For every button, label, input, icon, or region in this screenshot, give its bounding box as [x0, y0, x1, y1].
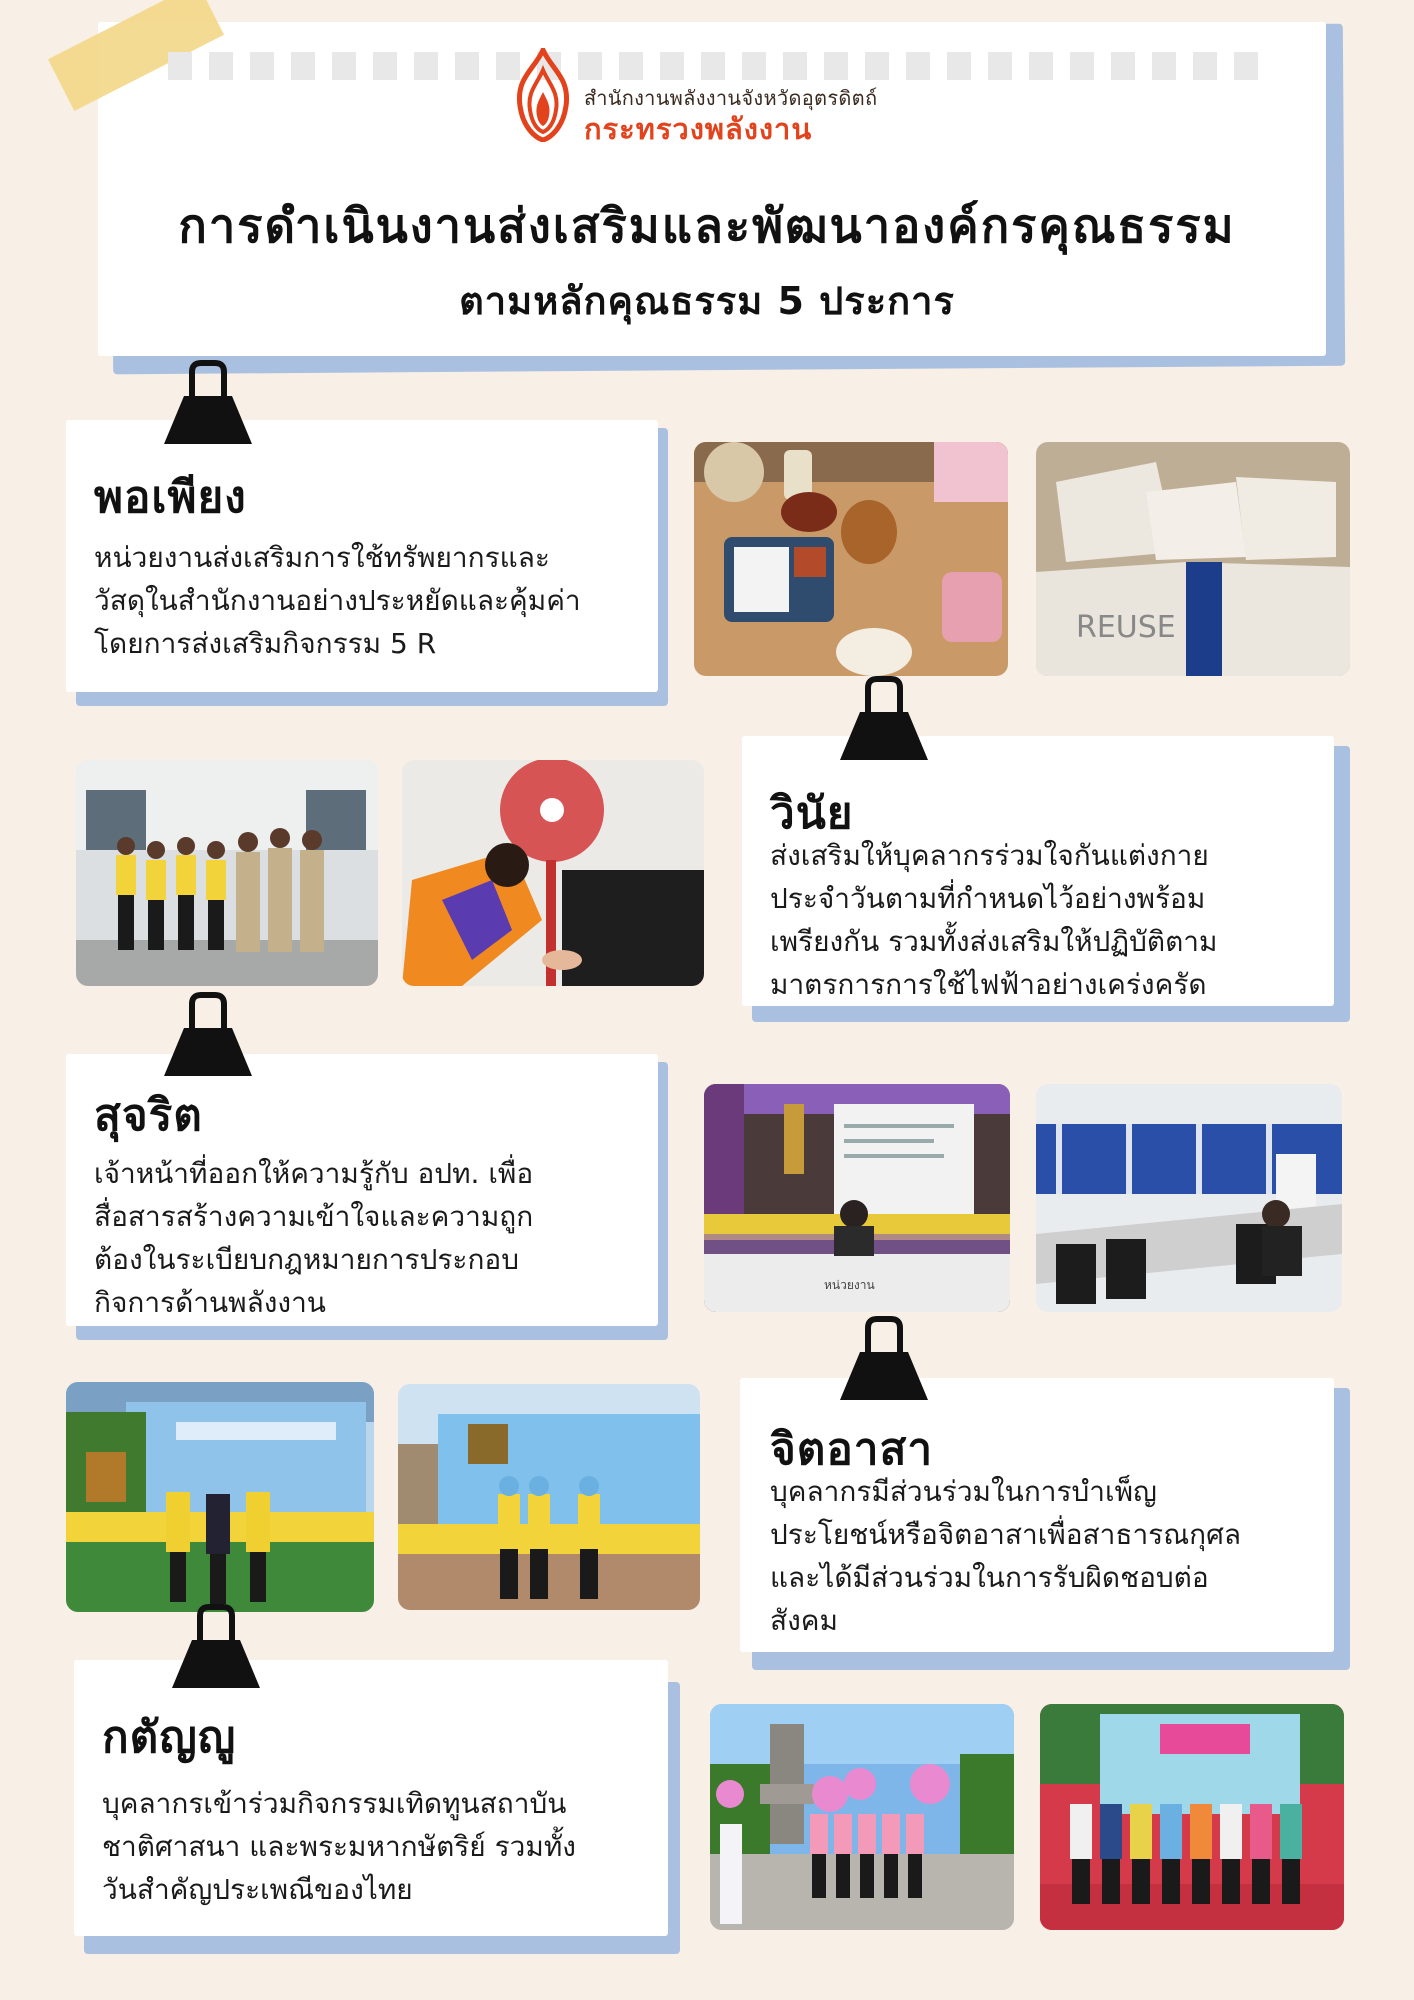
photo-reuse-paper-box — [1036, 442, 1350, 676]
section-text-line: วันสำคัญประเพณีของไทย — [102, 1873, 413, 1906]
film-strip-decoration — [168, 52, 1288, 80]
section-text — [770, 1470, 1241, 1642]
photo-conference-room — [1036, 1084, 1342, 1312]
ministry-flame-logo-icon — [512, 48, 574, 142]
section-text-line: สื่อสารสร้างความเข้าใจและความถูก — [94, 1200, 534, 1233]
section-text-line: หน่วยงานส่งเสริมการใช้ทรัพยากรและ — [94, 541, 550, 574]
nameplate-label: หน่วยงาน — [824, 1278, 875, 1292]
section-text — [102, 1782, 576, 1911]
section-heading: สุจริต — [94, 1090, 203, 1141]
section-text — [94, 536, 581, 665]
org-name: สำนักงานพลังงานจังหวัดอุตรดิตถ์ — [584, 86, 878, 110]
ministry-name: กระทรวงพลังงาน — [584, 112, 813, 146]
binder-clip-icon — [162, 360, 254, 446]
photo-lunch-reusable-containers — [694, 442, 1008, 676]
section-heading: กตัญญู — [102, 1712, 237, 1763]
photo-volunteer-event-team — [398, 1384, 700, 1610]
section-text-line: ต้องในระเบียบกฎหมายการประกอบ — [94, 1243, 519, 1276]
section-text-line: กิจการด้านพลังงาน — [94, 1286, 326, 1319]
section-text-line: ประจำวันตามที่กำหนดไว้อย่างพร้อม — [770, 882, 1206, 915]
section-text-line: ประโยชน์หรือจิตอาสาเพื่อสาธารณกุศล — [770, 1518, 1242, 1551]
binder-clip-icon — [162, 992, 254, 1078]
page-subtitle: ตามหลักคุณธรรม 5 ประการ — [459, 279, 955, 323]
section-text-line: โดยการส่งเสริมกิจกรรม 5 R — [94, 627, 437, 660]
section-text-line: วัสดุในสำนักงานอย่างประหยัดและคุ้มค่า — [94, 584, 581, 617]
photo-volunteer-event-stage — [66, 1382, 374, 1612]
photo-monument-ceremony — [710, 1704, 1014, 1930]
section-heading: พอเพียง — [94, 472, 247, 523]
binder-clip-icon — [838, 676, 930, 762]
section-text-line: เจ้าหน้าที่ออกให้ความรู้กับ อปท. เพื่อ — [94, 1157, 534, 1190]
binder-clip-icon — [838, 1316, 930, 1402]
section-text-line: ส่งเสริมให้บุคลากรร่วมใจกันแต่งกาย — [770, 839, 1209, 872]
photo-songkran-group — [1040, 1704, 1344, 1930]
reuse-label: REUSE — [1076, 610, 1176, 645]
photo-staff-group-uniform — [76, 760, 378, 986]
photo-unplug-electric-fan — [402, 760, 704, 986]
section-text-line: และได้มีส่วนร่วมในการรับผิดชอบต่อ — [770, 1561, 1209, 1594]
section-text-line: เพรียงกัน รวมทั้งส่งเสริมให้ปฏิบัติตาม — [770, 925, 1218, 958]
section-text — [94, 1152, 533, 1324]
binder-clip-icon — [170, 1604, 262, 1690]
page-title: การดำเนินงานส่งเสริมและพัฒนาองค์กรคุณธรรม — [178, 199, 1236, 254]
section-text — [770, 834, 1217, 1006]
section-text-line: บุคลากรเข้าร่วมกิจกรรมเทิดทูนสถาบัน — [102, 1787, 567, 1820]
section-heading: จิตอาสา — [770, 1424, 934, 1475]
section-text-line: ชาติศาสนา และพระมหากษัตริย์ รวมทั้ง — [102, 1830, 576, 1863]
section-text-line: สังคม — [770, 1604, 838, 1637]
section-heading: วินัย — [770, 788, 854, 839]
section-text-line: มาตรการการใช้ไฟฟ้าอย่างเคร่งครัด — [770, 968, 1207, 1001]
section-text-line: บุคลากรมีส่วนร่วมในการบำเพ็ญ — [770, 1475, 1157, 1508]
photo-presentation-stage — [704, 1084, 1010, 1312]
